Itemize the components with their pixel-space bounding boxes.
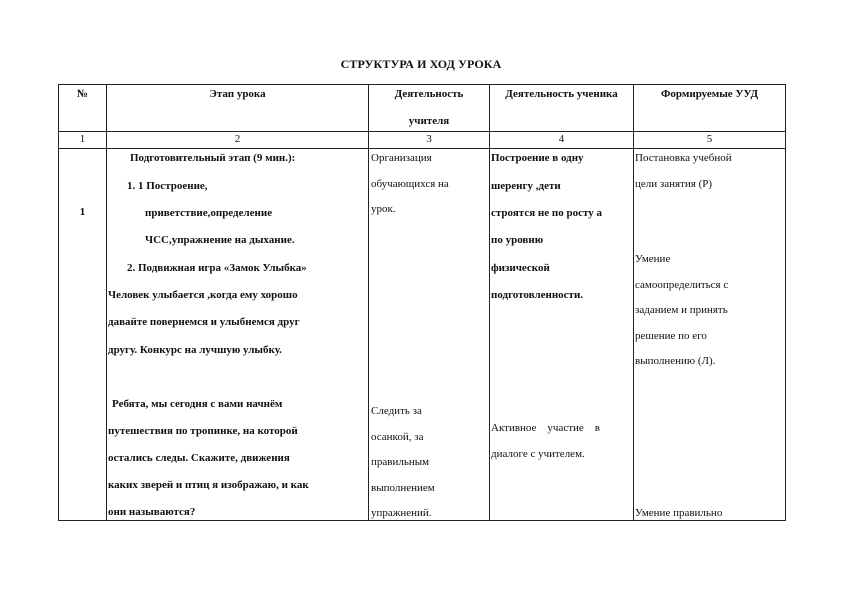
stage-line: ЧСС,упражнение на дыхание.: [145, 234, 295, 246]
uud-line: Постановка учебной: [635, 152, 732, 164]
header-teacher-line1: Деятельность: [394, 88, 464, 100]
stage-line: приветствие,определение: [145, 207, 273, 219]
stage-line: 1. 1 Построение,: [127, 180, 208, 192]
teacher-line: урок.: [371, 203, 396, 215]
student-line: Построение в одну: [491, 152, 584, 164]
stage-line: остались следы. Скажите, движения: [108, 452, 290, 464]
uud-line: Умение правильно: [635, 507, 723, 519]
uud-line: решение по его: [635, 330, 707, 342]
teacher-line: обучающихся на: [371, 178, 449, 190]
column-number: 4: [558, 133, 565, 145]
stage-line: другу. Конкурс на лучшую улыбку.: [108, 344, 282, 356]
stage-line: путешествия по тропинке, на которой: [108, 425, 298, 437]
student-line: подготовленности.: [491, 289, 584, 301]
row-number: 1: [79, 206, 86, 218]
teacher-line: правильным: [371, 456, 430, 468]
column-number: 2: [234, 133, 241, 145]
column-number: 5: [706, 133, 713, 145]
student-line: строятся не по росту а: [491, 207, 602, 219]
uud-line: цели занятия (Р): [635, 178, 713, 190]
header-stage: Этап урока: [209, 88, 266, 100]
column-number: 1: [79, 133, 86, 145]
stage-heading: Подготовительный этап (9 мин.):: [130, 152, 296, 164]
column-divider-4: [633, 84, 634, 521]
uud-line: самоопределиться с: [635, 279, 729, 291]
uud-line: выполнению (Л).: [635, 355, 716, 367]
student-line: физической: [491, 262, 550, 274]
student-line: по уровню: [491, 234, 544, 246]
column-divider-2: [368, 84, 369, 521]
stage-line: Человек улыбается ,когда ему хорошо: [108, 289, 298, 301]
column-divider-3: [489, 84, 490, 521]
student-line: диалоге с учителем.: [491, 448, 585, 460]
table-border-top: [58, 84, 785, 85]
stage-line: Ребята, мы сегодня с вами начнём: [112, 398, 283, 410]
teacher-line: Организация: [371, 152, 432, 164]
uud-line: заданием и принять: [635, 304, 728, 316]
stage-line: давайте повернемся и улыбнемся друг: [108, 316, 300, 328]
table-border-right: [785, 84, 786, 521]
header-divider: [58, 131, 785, 132]
column-number: 3: [426, 133, 432, 145]
page-title: СТРУКТУРА И ХОД УРОКА: [340, 57, 502, 71]
student-line: шеренгу ,дети: [491, 180, 561, 192]
teacher-line: Следить за: [371, 405, 422, 417]
teacher-line: выполнением: [371, 482, 435, 494]
header-teacher-line2: учителя: [408, 115, 450, 127]
teacher-line: осанкой, за: [371, 431, 424, 443]
uud-line: Умение: [635, 253, 671, 265]
number-row-divider: [58, 148, 785, 149]
header-number: №: [76, 88, 89, 100]
teacher-line: упражнений.: [371, 507, 432, 519]
table-border-left: [58, 84, 59, 521]
header-uud: Формируемые УУД: [660, 88, 759, 100]
student-line: Активное участие в: [491, 422, 601, 434]
stage-line: каких зверей и птиц я изображаю, и как: [108, 479, 309, 491]
table-border-bottom: [58, 520, 785, 521]
stage-line: 2. Подвижная игра «Замок Улыбка»: [127, 262, 307, 274]
column-divider-1: [106, 84, 107, 521]
header-student: Деятельность ученика: [505, 88, 618, 100]
stage-line: они называются?: [108, 506, 196, 518]
